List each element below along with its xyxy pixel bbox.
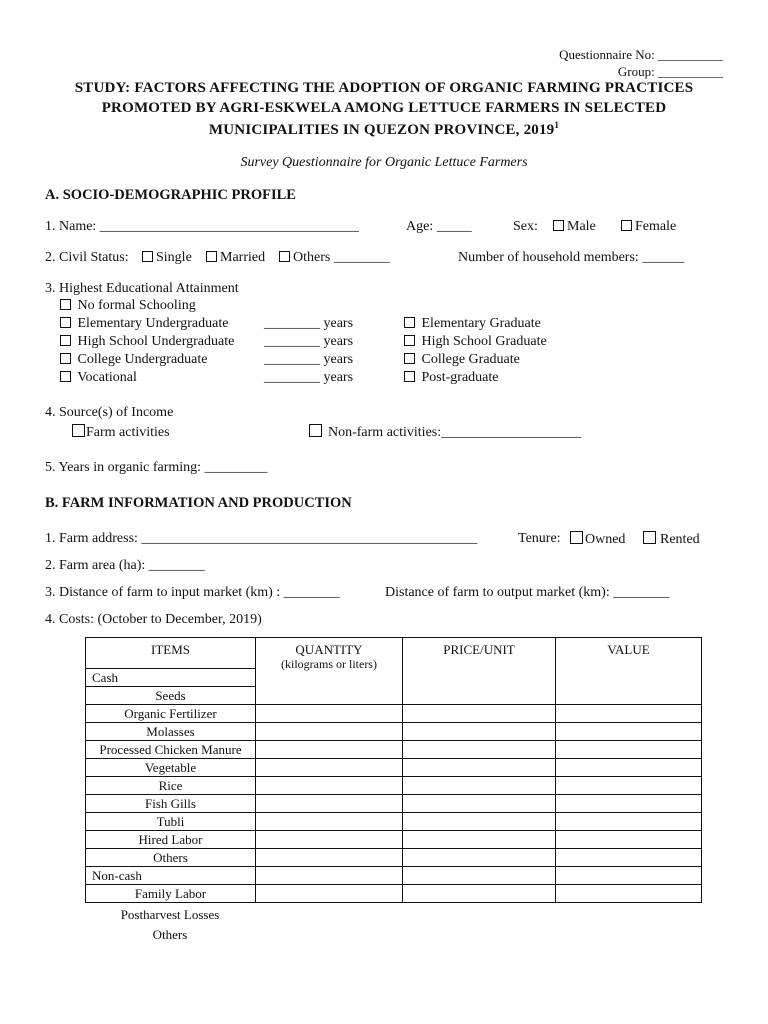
- value-cell[interactable]: [556, 885, 702, 903]
- nonfarm-activities-field[interactable]: Non-farm activities:____________________: [328, 425, 582, 440]
- income-farm-option[interactable]: [72, 424, 170, 441]
- questionnaire-number-field[interactable]: Questionnaire No: __________: [559, 47, 723, 62]
- years-organic-field[interactable]: 5. Years in organic farming: _________: [45, 460, 268, 475]
- household-members-field[interactable]: Number of household members: ______: [458, 250, 685, 265]
- edu-hs-grad-label: High School Graduate: [421, 334, 547, 349]
- edu-vocational-checkbox[interactable]: [60, 371, 71, 382]
- col-header-items: ITEMS: [86, 638, 256, 669]
- item-postharvest-losses: Postharvest Losses: [120, 907, 220, 922]
- group-field[interactable]: Group: __________: [617, 64, 723, 79]
- years-field[interactable]: ________ years: [264, 334, 354, 349]
- item-others-noncash: Others: [152, 927, 188, 942]
- cash-label: Cash: [86, 669, 256, 687]
- value-cell[interactable]: [556, 741, 702, 759]
- value-cell[interactable]: [556, 867, 702, 885]
- rented-label: Rented: [660, 532, 700, 547]
- col-header-price: PRICE/UNIT: [403, 638, 556, 705]
- table-row: [86, 759, 702, 777]
- price-cell[interactable]: [403, 741, 556, 759]
- quantity-cell[interactable]: [256, 723, 403, 741]
- value-cell[interactable]: [556, 723, 702, 741]
- item-processed-chicken-manure: Processed Chicken Manure: [86, 741, 256, 759]
- edu-elem-undergrad-checkbox[interactable]: [60, 317, 71, 328]
- edu-college-undergrad-option[interactable]: [60, 352, 207, 368]
- value-cell[interactable]: [556, 813, 702, 831]
- value-cell[interactable]: [556, 759, 702, 777]
- edu-hs-grad-checkbox[interactable]: [404, 335, 415, 346]
- quantity-cell[interactable]: [256, 759, 403, 777]
- edu-hs-undergrad-checkbox[interactable]: [60, 335, 71, 346]
- item-fish-gills: Fish Gills: [86, 795, 256, 813]
- distance-output-market-field[interactable]: Distance of farm to output market (km): ________: [385, 585, 670, 600]
- sex-male-option[interactable]: [553, 219, 596, 235]
- table-row: [86, 723, 702, 741]
- costs-heading: 4. Costs: (October to December, 2019): [45, 612, 262, 627]
- quantity-unit-text: (kilograms or liters): [281, 657, 377, 671]
- income-nonfarm-option[interactable]: [309, 424, 581, 441]
- quantity-cell[interactable]: [256, 885, 403, 903]
- female-checkbox[interactable]: [621, 220, 632, 231]
- quantity-cell[interactable]: [256, 705, 403, 723]
- item-tubli: Tubli: [86, 813, 256, 831]
- distance-input-market-field[interactable]: 3. Distance of farm to input market (km) : ________: [45, 585, 340, 600]
- edu-elem-grad-checkbox[interactable]: [404, 317, 415, 328]
- table-row: [86, 867, 702, 885]
- quantity-cell[interactable]: [256, 849, 403, 867]
- quantity-cell[interactable]: [256, 795, 403, 813]
- edu-postgrad-label: Post-graduate: [421, 370, 499, 385]
- title-footnote-marker: 1: [554, 120, 560, 130]
- section-b-heading: B. FARM INFORMATION AND PRODUCTION: [45, 495, 352, 511]
- years-field[interactable]: ________ years: [264, 316, 354, 331]
- value-cell[interactable]: [556, 777, 702, 795]
- single-label: Single: [156, 250, 192, 265]
- table-header-row: [86, 638, 702, 669]
- sex-label: Sex:: [513, 219, 538, 234]
- item-hired-labor: Hired Labor: [86, 831, 256, 849]
- owned-checkbox[interactable]: [570, 531, 583, 544]
- owned-label: Owned: [585, 532, 626, 547]
- civil-status-others-option[interactable]: [279, 250, 390, 266]
- study-title-line-1: STUDY: FACTORS AFFECTING THE ADOPTION OF ORGANIC FARMING PRACTICES: [74, 80, 694, 96]
- value-cell[interactable]: [556, 831, 702, 849]
- farm-area-field[interactable]: 2. Farm area (ha): ________: [45, 558, 205, 573]
- price-cell[interactable]: [403, 885, 556, 903]
- education-heading: 3. Highest Educational Attainment: [45, 281, 239, 296]
- edu-college-grad-label: College Graduate: [421, 352, 520, 367]
- edu-vocational-label: Vocational: [77, 370, 137, 385]
- price-cell[interactable]: [403, 831, 556, 849]
- edu-vocational-option[interactable]: [60, 370, 137, 386]
- edu-no-formal-label: No formal Schooling: [77, 298, 196, 313]
- edu-college-grad-checkbox[interactable]: [404, 353, 415, 364]
- married-label: Married: [220, 250, 266, 265]
- female-label: Female: [635, 219, 677, 234]
- noncash-label: Non-cash: [86, 867, 256, 885]
- price-cell[interactable]: [403, 705, 556, 723]
- item-molasses: Molasses: [86, 723, 256, 741]
- quantity-cell[interactable]: [256, 831, 403, 849]
- rented-checkbox[interactable]: [643, 531, 656, 544]
- single-checkbox[interactable]: [142, 251, 153, 262]
- edu-elem-undergrad-label: Elementary Undergraduate: [77, 316, 229, 331]
- value-cell[interactable]: [556, 849, 702, 867]
- edu-hs-undergrad-label: High School Undergraduate: [77, 334, 235, 349]
- farm-address-field[interactable]: 1. Farm address: ________________________________________________: [45, 531, 478, 546]
- table-row: [86, 849, 702, 867]
- income-heading: 4. Source(s) of Income: [45, 405, 174, 420]
- edu-postgrad-checkbox[interactable]: [404, 371, 415, 382]
- quantity-header-text: QUANTITY: [295, 642, 363, 657]
- item-family-labor: Family Labor: [86, 885, 256, 903]
- price-cell[interactable]: [403, 795, 556, 813]
- tenure-label: Tenure:: [518, 531, 561, 546]
- edu-no-formal-checkbox[interactable]: [60, 299, 71, 310]
- nonfarm-activities-checkbox[interactable]: [309, 424, 322, 437]
- edu-elem-grad-option[interactable]: [404, 316, 541, 332]
- civil-status-married-option[interactable]: [206, 250, 265, 266]
- table-row: [86, 831, 702, 849]
- male-checkbox[interactable]: [553, 220, 564, 231]
- table-row: [86, 777, 702, 795]
- study-title-text: MUNICIPALITIES IN QUEZON PROVINCE, 2019: [208, 122, 555, 138]
- section-a-heading: A. SOCIO-DEMOGRAPHIC PROFILE: [45, 187, 296, 203]
- civil-status-single-option[interactable]: [142, 250, 192, 266]
- table-row: [86, 705, 702, 723]
- edu-college-undergrad-checkbox[interactable]: [60, 353, 71, 364]
- edu-postgrad-option[interactable]: [404, 370, 498, 386]
- col-header-quantity: [256, 638, 403, 705]
- tenure-owned-option[interactable]: [570, 531, 625, 548]
- quantity-cell[interactable]: [256, 867, 403, 885]
- value-cell[interactable]: [556, 795, 702, 813]
- table-row: [86, 795, 702, 813]
- quantity-cell[interactable]: [256, 813, 403, 831]
- farm-activities-label: Farm activities: [86, 425, 170, 440]
- item-organic-fertilizer: Organic Fertilizer: [86, 705, 256, 723]
- col-header-value: VALUE: [556, 638, 702, 705]
- price-cell[interactable]: [403, 723, 556, 741]
- others-checkbox[interactable]: [279, 251, 290, 262]
- edu-no-formal-option[interactable]: [60, 298, 196, 314]
- price-cell[interactable]: [403, 849, 556, 867]
- quantity-cell[interactable]: [256, 777, 403, 795]
- edu-hs-grad-option[interactable]: [404, 334, 547, 350]
- price-cell[interactable]: [403, 759, 556, 777]
- costs-table: [85, 637, 702, 903]
- name-field[interactable]: 1. Name: _____________________________________: [45, 219, 359, 234]
- civil-status-label: 2. Civil Status:: [45, 250, 129, 265]
- male-label: Male: [567, 219, 596, 234]
- price-cell[interactable]: [403, 777, 556, 795]
- item-rice: Rice: [86, 777, 256, 795]
- survey-subtitle: Survey Questionnaire for Organic Lettuce Farmers: [240, 155, 528, 170]
- price-cell[interactable]: [403, 813, 556, 831]
- others-label: Others ________: [293, 250, 390, 265]
- table-row: [86, 813, 702, 831]
- table-row: [86, 885, 702, 903]
- edu-college-grad-option[interactable]: [404, 352, 520, 368]
- item-others: Others: [86, 849, 256, 867]
- farm-activities-checkbox[interactable]: [72, 424, 85, 437]
- quantity-cell[interactable]: [256, 741, 403, 759]
- value-cell[interactable]: [556, 705, 702, 723]
- edu-college-undergrad-label: College Undergraduate: [77, 352, 208, 367]
- study-title-line-2: PROMOTED BY AGRI-ESKWELA AMONG LETTUCE FARMERS IN SELECTED: [101, 100, 667, 116]
- edu-elem-undergrad-option[interactable]: [60, 316, 228, 332]
- price-cell[interactable]: [403, 867, 556, 885]
- table-row: [86, 741, 702, 759]
- item-seeds: Seeds: [86, 687, 256, 705]
- years-field[interactable]: ________ years: [264, 352, 354, 367]
- sex-female-option[interactable]: [621, 219, 676, 235]
- study-title-line-3: [0, 120, 768, 139]
- years-field[interactable]: ________ years: [264, 370, 354, 385]
- tenure-rented-option[interactable]: [643, 531, 700, 548]
- item-vegetable: Vegetable: [86, 759, 256, 777]
- age-field[interactable]: Age: _____: [406, 219, 472, 234]
- edu-hs-undergrad-option[interactable]: [60, 334, 234, 350]
- married-checkbox[interactable]: [206, 251, 217, 262]
- edu-elem-grad-label: Elementary Graduate: [421, 316, 541, 331]
